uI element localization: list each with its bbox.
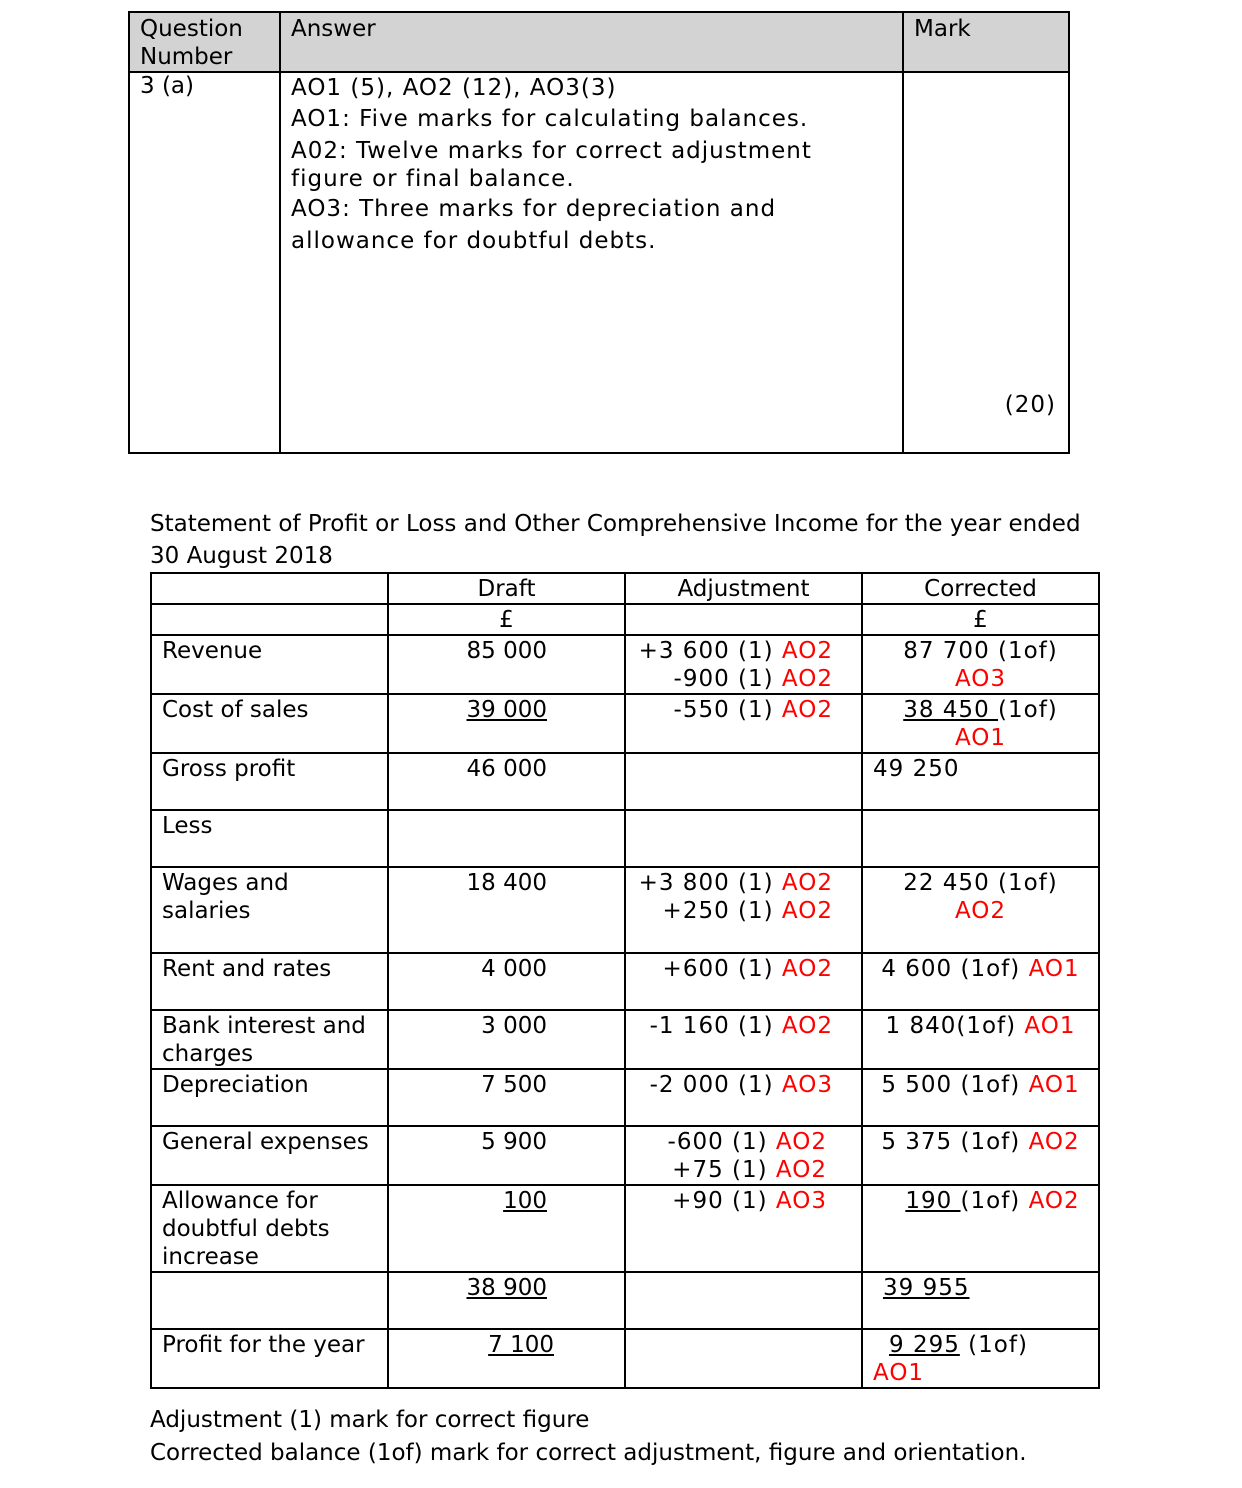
answer-line: AO1: Five marks for calculating balances.	[291, 106, 809, 132]
draft-value: 39 000	[388, 694, 625, 753]
draft-value: 85 000	[388, 635, 625, 694]
adjustment-cell: -1 160 (1) AO2	[625, 1010, 862, 1069]
mark-header: Mark	[903, 12, 1069, 72]
mark-cell	[903, 72, 1069, 453]
table-row	[151, 573, 1099, 604]
corrected-cell: 22 450 (1of) AO2	[862, 867, 1099, 953]
adjustment-cell: +3 600 (1) AO2 -900 (1) AO2	[625, 635, 862, 694]
adjustment-cell: -2 000 (1) AO3	[625, 1069, 862, 1126]
draft-value: 5 900	[388, 1126, 625, 1185]
corrected-profit: 9 295 (1of) AO1	[862, 1329, 1099, 1388]
corrected-cell: 4 600 (1of) AO1	[862, 953, 1099, 1010]
table-row	[151, 953, 1099, 1010]
corrected-cell: 190 (1of) AO2	[862, 1185, 1099, 1272]
table-row	[151, 635, 1099, 694]
row-label: Allowance for doubtful debts increase	[151, 1185, 388, 1272]
answer-header: Answer	[280, 12, 903, 72]
answer-line: AO1 (5), AO2 (12), AO3(3)	[291, 75, 617, 101]
corrected-cell: 5 375 (1of) AO2	[862, 1126, 1099, 1185]
adjustment-cell: +90 (1) AO3	[625, 1185, 862, 1272]
row-label: Revenue	[151, 635, 388, 694]
table-row	[151, 1126, 1099, 1185]
row-label: Less	[151, 810, 388, 867]
corrected-cell: 49 250	[862, 753, 1099, 810]
draft-value: 7 500	[388, 1069, 625, 1126]
adjustment-cell: -600 (1) AO2 +75 (1) AO2	[625, 1126, 862, 1185]
row-label: Cost of sales	[151, 694, 388, 753]
table-row	[151, 753, 1099, 810]
table-row	[151, 1010, 1099, 1069]
table-row	[151, 1069, 1099, 1126]
draft-total: 38 900	[388, 1272, 625, 1329]
table-row	[151, 867, 1099, 953]
footnote: Corrected balance (1of) mark for correct adjustment, figure and orientation.	[150, 1440, 1027, 1466]
total-marks: (20)	[1004, 392, 1056, 418]
currency: £	[862, 604, 1099, 635]
table-row	[151, 694, 1099, 753]
table-row	[151, 1272, 1099, 1329]
question-number-header: Question Number	[129, 12, 280, 72]
draft-value: 4 000	[388, 953, 625, 1010]
draft-profit: 7 100	[388, 1329, 625, 1388]
col-draft: Draft	[388, 573, 625, 604]
table-row	[151, 604, 1099, 635]
adjustment-cell: +3 800 (1) AO2 +250 (1) AO2	[625, 867, 862, 953]
draft-value: 3 000	[388, 1010, 625, 1069]
corrected-cell: 38 450 (1of) AO1	[862, 694, 1099, 753]
table-row	[151, 1185, 1099, 1272]
answer-line: A02: Twelve marks for correct adjustment figure or final balance.	[291, 138, 812, 192]
corrected-total: 39 955	[862, 1272, 1099, 1329]
draft-value: 18 400	[388, 867, 625, 953]
row-label: Depreciation	[151, 1069, 388, 1126]
answer-cell	[280, 72, 903, 453]
row-label: Bank interest and charges	[151, 1010, 388, 1069]
row-label: Profit for the year	[151, 1329, 388, 1388]
draft-value: 46 000	[388, 753, 625, 810]
draft-value: 100	[388, 1185, 625, 1272]
row-label: Gross profit	[151, 753, 388, 810]
col-corrected: Corrected	[862, 573, 1099, 604]
row-label: General expenses	[151, 1126, 388, 1185]
col-adjustment: Adjustment	[625, 573, 862, 604]
footnote: Adjustment (1) mark for correct figure	[150, 1407, 590, 1433]
marking-table	[128, 11, 1070, 454]
adjustment-cell: +600 (1) AO2	[625, 953, 862, 1010]
table-row	[151, 810, 1099, 867]
question-number: 3 (a)	[129, 72, 280, 453]
table-row	[151, 1329, 1099, 1388]
corrected-cell: 1 840(1of) AO1	[862, 1010, 1099, 1069]
row-label: Wages and salaries	[151, 867, 388, 953]
corrected-cell: 87 700 (1of) AO3	[862, 635, 1099, 694]
adjustment-cell: -550 (1) AO2	[625, 694, 862, 753]
statement-title: Statement of Profit or Loss and Other Comprehensive Income for the year ended 30 August 2018	[150, 511, 1081, 569]
answer-line: AO3: Three marks for depreciation and allowance for doubtful debts.	[291, 196, 777, 254]
row-label: Rent and rates	[151, 953, 388, 1010]
statement-table	[150, 572, 1100, 1389]
currency: £	[388, 604, 625, 635]
corrected-cell: 5 500 (1of) AO1	[862, 1069, 1099, 1126]
